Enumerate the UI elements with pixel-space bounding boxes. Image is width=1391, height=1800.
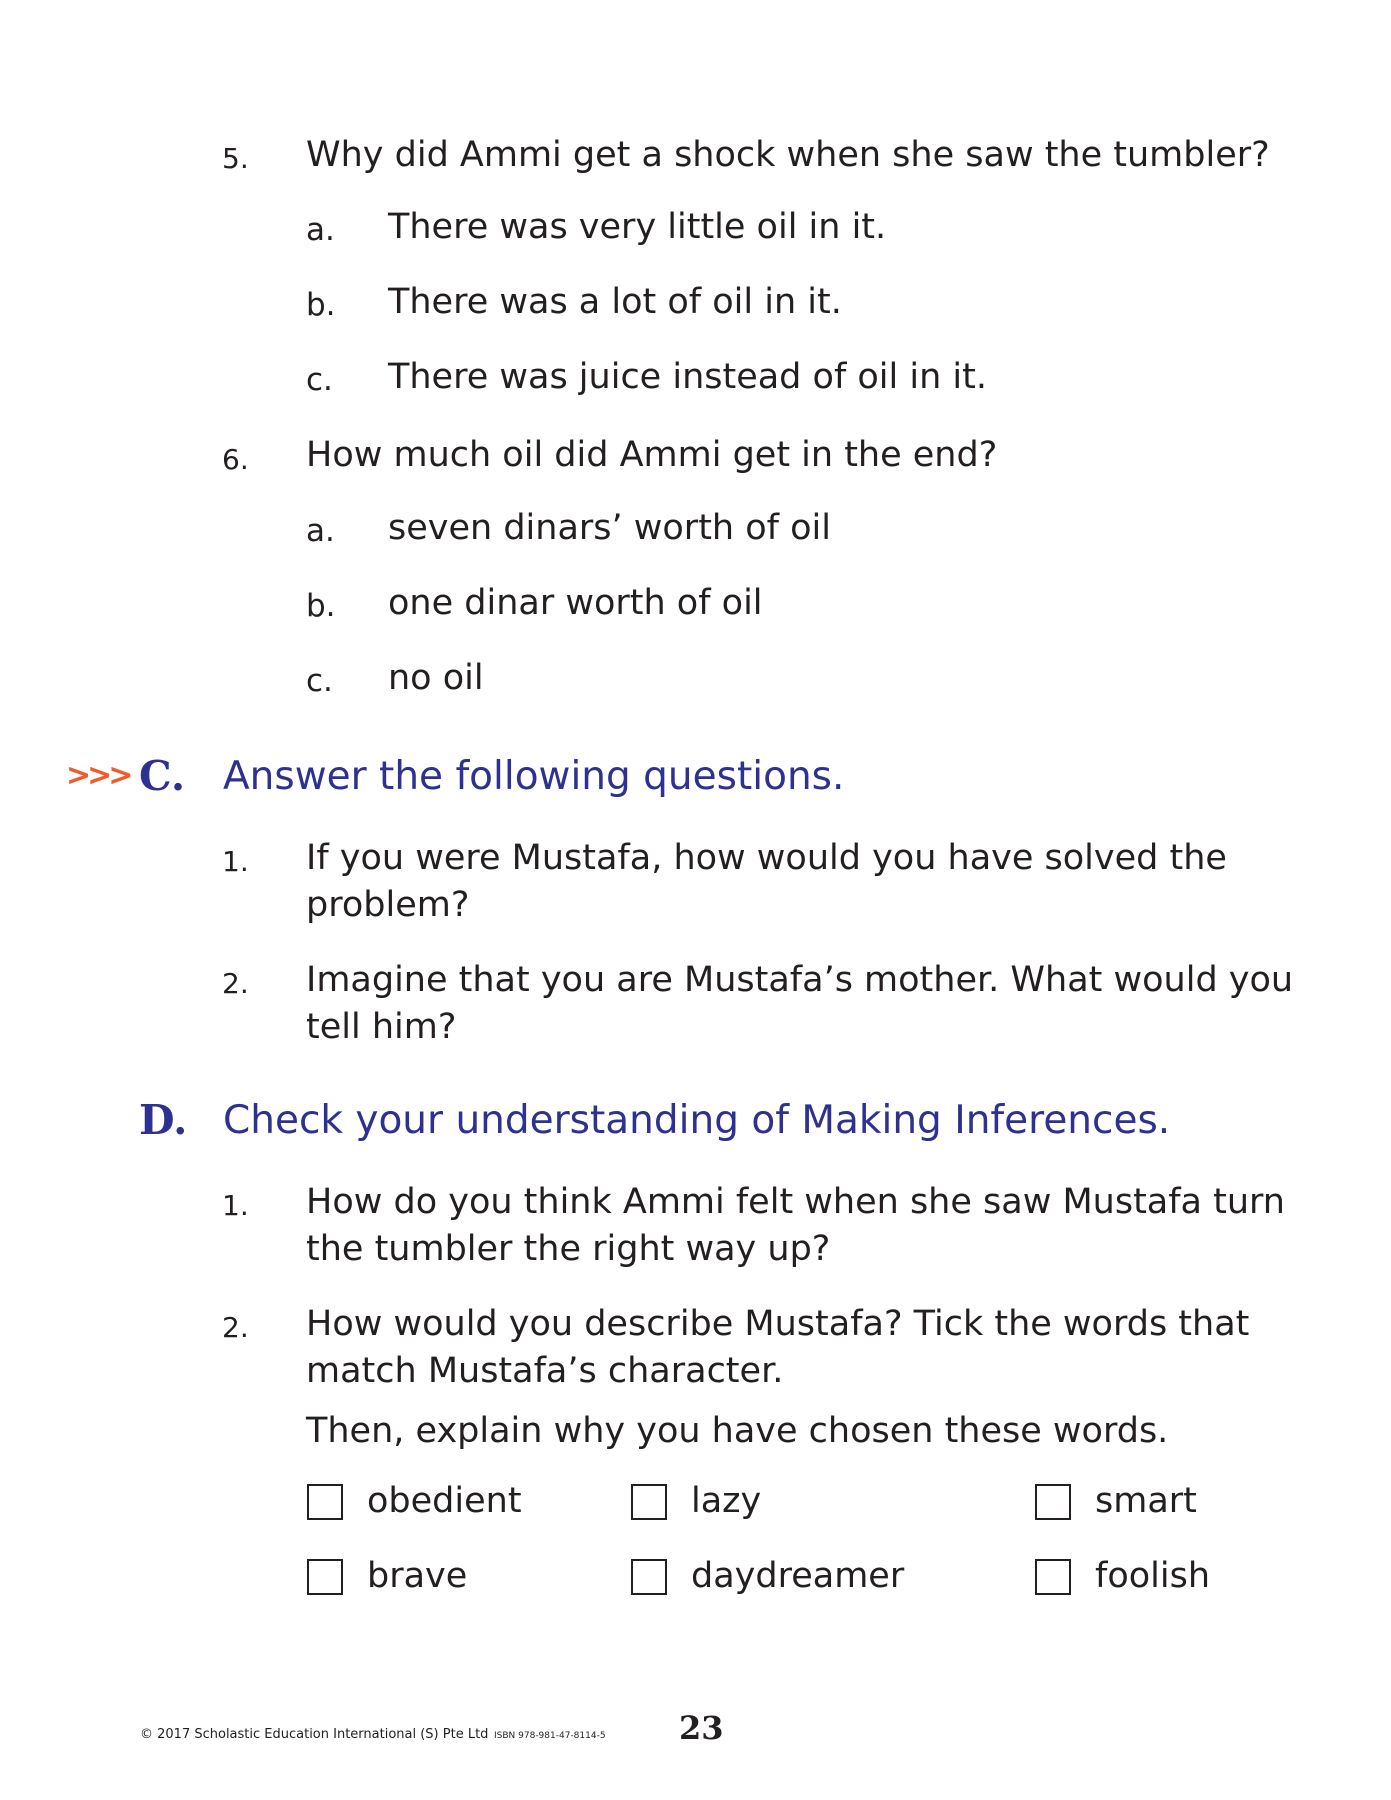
option-text: There was a lot of oil in it. xyxy=(388,282,842,322)
option-text: seven dinars’ worth of oil xyxy=(388,508,831,548)
checkbox-label: lazy xyxy=(691,1481,762,1521)
checkbox-daydreamer[interactable] xyxy=(631,1559,667,1595)
question-text-cont: the tumbler the right way up? xyxy=(306,1229,831,1269)
option-label: c. xyxy=(306,362,333,398)
question-text-cont: tell him? xyxy=(306,1007,457,1047)
checkbox-label: foolish xyxy=(1095,1556,1211,1596)
checkbox-foolish[interactable] xyxy=(1035,1559,1071,1595)
option-text: one dinar worth of oil xyxy=(388,583,763,623)
checkbox-obedient[interactable] xyxy=(307,1484,343,1520)
page-number: 23 xyxy=(679,1709,724,1747)
option-label: b. xyxy=(306,287,336,323)
section-title: Answer the following questions. xyxy=(223,754,845,799)
question-number: 1. xyxy=(222,845,249,878)
isbn-text: ISBN 978-981-47-8114-5 xyxy=(494,1731,606,1741)
question-text: How do you think Ammi felt when she saw Mustafa turn xyxy=(306,1182,1285,1222)
question-text-cont: problem? xyxy=(306,885,470,925)
option-label: b. xyxy=(306,588,336,624)
section-letter: C. xyxy=(139,752,186,800)
question-number: 5. xyxy=(222,142,249,175)
question-text: If you were Mustafa, how would you have solved the xyxy=(306,838,1227,878)
section-title: Check your understanding of Making Inferences. xyxy=(223,1098,1171,1143)
checkbox-lazy[interactable] xyxy=(631,1484,667,1520)
question-number: 6. xyxy=(222,443,249,476)
question-text: How would you describe Mustafa? Tick the words that xyxy=(306,1304,1250,1344)
section-letter: D. xyxy=(139,1096,188,1144)
instruction-text: Then, explain why you have chosen these words. xyxy=(306,1411,1169,1451)
checkbox-label: smart xyxy=(1095,1481,1197,1521)
option-label: c. xyxy=(306,663,333,699)
copyright-text: © 2017 Scholastic Education International (S) Pte Ltd xyxy=(140,1727,489,1742)
option-label: a. xyxy=(306,513,335,549)
checkbox-label: brave xyxy=(367,1556,468,1596)
question-number: 2. xyxy=(222,1311,249,1344)
option-label: a. xyxy=(306,212,335,248)
checkbox-label: daydreamer xyxy=(691,1556,905,1596)
option-text: no oil xyxy=(388,658,484,698)
section-arrows-icon: >>> xyxy=(66,758,130,793)
option-text: There was very little oil in it. xyxy=(388,207,887,247)
question-text: Why did Ammi get a shock when she saw the tumbler? xyxy=(306,135,1270,175)
option-text: There was juice instead of oil in it. xyxy=(388,357,987,397)
checkbox-smart[interactable] xyxy=(1035,1484,1071,1520)
question-number: 1. xyxy=(222,1189,249,1222)
question-text: How much oil did Ammi get in the end? xyxy=(306,435,998,475)
question-text: Imagine that you are Mustafa’s mother. What would you xyxy=(306,960,1294,1000)
checkbox-label: obedient xyxy=(367,1481,522,1521)
question-number: 2. xyxy=(222,967,249,1000)
question-text-cont: match Mustafa’s character. xyxy=(306,1351,784,1391)
checkbox-brave[interactable] xyxy=(307,1559,343,1595)
